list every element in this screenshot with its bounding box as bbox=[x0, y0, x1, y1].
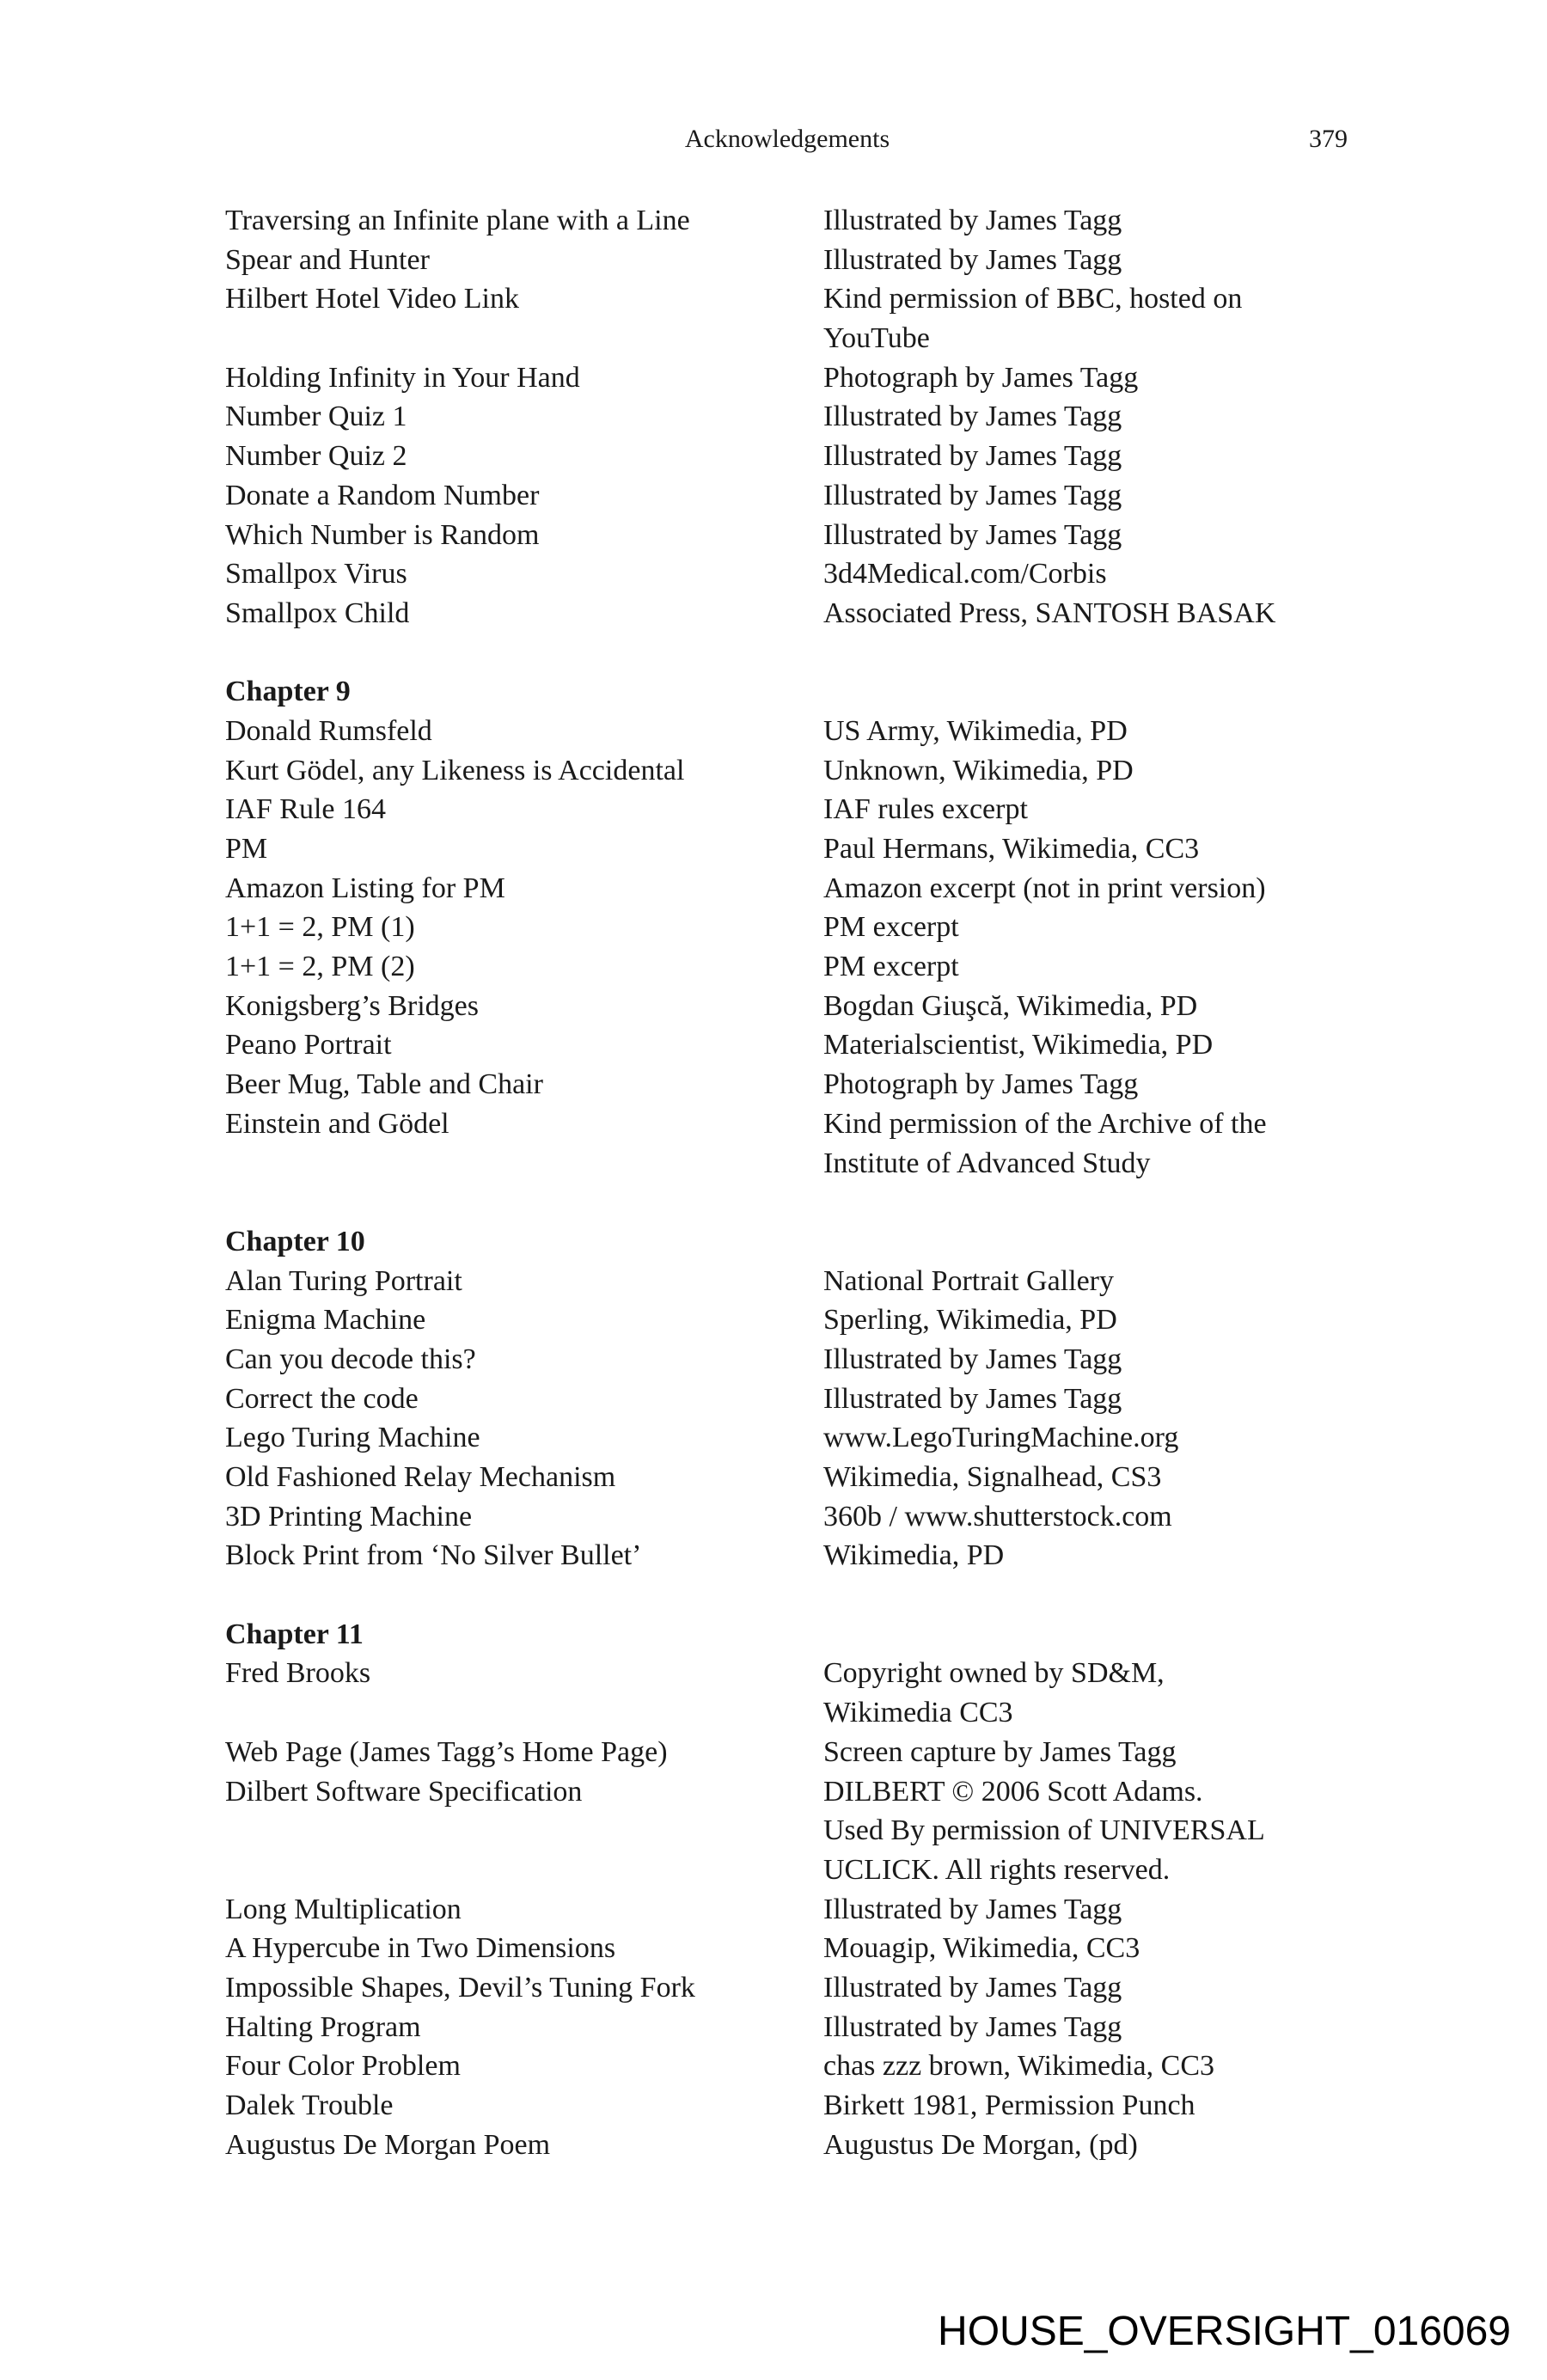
credit-line: Illustrated by James Tagg bbox=[823, 479, 1122, 511]
credit-entry bbox=[225, 1458, 1377, 1497]
credit-entry bbox=[225, 1654, 1377, 1732]
credit-entry bbox=[225, 987, 1377, 1026]
bates-number: HOUSE_OVERSIGHT_016069 bbox=[938, 2309, 1511, 2354]
figure-title-column bbox=[225, 987, 823, 1026]
credit-column bbox=[823, 1968, 1377, 2008]
figure-title: Traversing an Infinite plane with a Line bbox=[225, 205, 690, 236]
credit-line: Photograph by James Tagg bbox=[823, 1068, 1139, 1101]
credit-line: Illustrated by James Tagg bbox=[823, 401, 1122, 433]
figure-title: Kurt Gödel, any Likeness is Accidental bbox=[225, 754, 685, 786]
credit-entry bbox=[225, 2047, 1377, 2086]
figure-title: Fred Brooks bbox=[225, 1657, 371, 1690]
credit-entry bbox=[225, 829, 1377, 869]
figure-title: Lego Turing Machine bbox=[225, 1422, 480, 1454]
figure-title: Four Color Problem bbox=[225, 2050, 461, 2083]
figure-title: Konigsberg’s Bridges bbox=[225, 989, 479, 1022]
figure-title-column bbox=[225, 1458, 823, 1497]
credit-entry bbox=[225, 1968, 1377, 2008]
credit-entry bbox=[225, 1262, 1377, 1301]
figure-title-column bbox=[225, 554, 823, 594]
figure-title: Donate a Random Number bbox=[225, 479, 540, 511]
credit-column bbox=[823, 712, 1377, 751]
figure-title-column bbox=[225, 358, 823, 398]
credit-line: Copyright owned by SD&M, bbox=[823, 1657, 1165, 1690]
credit-line: Used By permission of UNIVERSAL bbox=[823, 1814, 1265, 1847]
figure-title-column bbox=[225, 1025, 823, 1065]
credit-line: PM excerpt bbox=[823, 911, 959, 944]
figure-title-column bbox=[225, 1772, 823, 1890]
credit-column bbox=[823, 987, 1377, 1026]
credit-column bbox=[823, 1380, 1377, 1419]
figure-title: Halting Program bbox=[225, 2010, 421, 2043]
credits-section bbox=[225, 1575, 1377, 2164]
credit-column bbox=[823, 2008, 1377, 2047]
figure-title: Holding Infinity in Your Hand bbox=[225, 361, 580, 394]
figure-title: Peano Portrait bbox=[225, 1029, 392, 1062]
figure-title: Which Number is Random bbox=[225, 518, 540, 551]
figure-title-column bbox=[225, 1104, 823, 1183]
figure-title-column bbox=[225, 2086, 823, 2126]
figure-title: Web Page (James Tagg’s Home Page) bbox=[225, 1735, 668, 1768]
figure-title-column bbox=[225, 790, 823, 829]
credit-line: www.LegoTuringMachine.org bbox=[823, 1422, 1179, 1454]
figure-title-column bbox=[225, 2126, 823, 2165]
credit-line: National Portrait Gallery bbox=[823, 1264, 1115, 1297]
figure-title-column bbox=[225, 241, 823, 280]
chapter-heading: Chapter 11 bbox=[225, 1618, 364, 1650]
figure-title-column bbox=[225, 1536, 823, 1575]
credit-line: Bogdan Giuşcă, Wikimedia, PD bbox=[823, 989, 1198, 1022]
credit-column bbox=[823, 1772, 1377, 1890]
credit-entry bbox=[225, 712, 1377, 751]
credit-line: Paul Hermans, Wikimedia, CC3 bbox=[823, 833, 1200, 865]
credit-line: Screen capture by James Tagg bbox=[823, 1735, 1177, 1768]
credit-line: Illustrated by James Tagg bbox=[823, 205, 1122, 236]
figure-title-column bbox=[225, 279, 823, 358]
credit-line: Illustrated by James Tagg bbox=[823, 518, 1122, 551]
credit-line: Photograph by James Tagg bbox=[823, 361, 1139, 394]
figure-title: Block Print from ‘No Silver Bullet’ bbox=[225, 1539, 642, 1572]
credit-line: Sperling, Wikimedia, PD bbox=[823, 1304, 1117, 1337]
credit-line: Augustus De Morgan, (pd) bbox=[823, 2128, 1138, 2161]
figure-title-column bbox=[225, 751, 823, 791]
credit-entry bbox=[225, 790, 1377, 829]
credits-section bbox=[225, 633, 1377, 1184]
credit-entry bbox=[225, 1300, 1377, 1340]
credit-column bbox=[823, 594, 1377, 633]
figure-title-column bbox=[225, 1262, 823, 1301]
credit-column bbox=[823, 1262, 1377, 1301]
section-spacer bbox=[225, 1575, 1377, 1615]
figure-title-column bbox=[225, 829, 823, 869]
figure-title: Smallpox Virus bbox=[225, 558, 407, 590]
credit-column bbox=[823, 1104, 1377, 1183]
credit-column bbox=[823, 2086, 1377, 2126]
credit-column bbox=[823, 397, 1377, 437]
credit-column bbox=[823, 1890, 1377, 1930]
credit-column bbox=[823, 1458, 1377, 1497]
credit-line: Wikimedia, Signalhead, CS3 bbox=[823, 1461, 1162, 1493]
figure-title-column bbox=[225, 1497, 823, 1537]
credit-column bbox=[823, 1654, 1377, 1732]
credit-line: Amazon excerpt (not in print version) bbox=[823, 872, 1266, 904]
credit-entry bbox=[225, 2008, 1377, 2047]
credit-line: Illustrated by James Tagg bbox=[823, 1382, 1122, 1415]
credit-line: Illustrated by James Tagg bbox=[823, 1893, 1122, 1925]
figure-title: Number Quiz 2 bbox=[225, 440, 407, 473]
figure-title: Long Multiplication bbox=[225, 1893, 462, 1925]
credit-column bbox=[823, 1536, 1377, 1575]
figure-title-column bbox=[225, 1890, 823, 1930]
figure-title-column bbox=[225, 1654, 823, 1732]
figure-title: Donald Rumsfeld bbox=[225, 714, 432, 747]
credit-column bbox=[823, 869, 1377, 909]
credit-entry bbox=[225, 476, 1377, 516]
figure-title: Enigma Machine bbox=[225, 1304, 426, 1337]
credit-entry bbox=[225, 751, 1377, 791]
credit-line: IAF rules excerpt bbox=[823, 793, 1028, 826]
credit-column bbox=[823, 1300, 1377, 1340]
credit-line: Wikimedia CC3 bbox=[823, 1697, 1013, 1729]
figure-title-column bbox=[225, 201, 823, 241]
credit-column bbox=[823, 201, 1377, 241]
figure-title-column bbox=[225, 869, 823, 909]
figure-title: Alan Turing Portrait bbox=[225, 1264, 462, 1297]
figure-title: Augustus De Morgan Poem bbox=[225, 2128, 551, 2161]
credit-line: Kind permission of BBC, hosted on bbox=[823, 283, 1243, 315]
credit-entry bbox=[225, 2086, 1377, 2126]
figure-title: Dalek Trouble bbox=[225, 2089, 394, 2121]
credit-column bbox=[823, 1418, 1377, 1458]
figure-title-column bbox=[225, 947, 823, 987]
credit-column bbox=[823, 1733, 1377, 1772]
figure-title: Can you decode this? bbox=[225, 1343, 476, 1375]
credit-entry bbox=[225, 908, 1377, 947]
credit-column bbox=[823, 1340, 1377, 1380]
figure-title: Amazon Listing for PM bbox=[225, 872, 505, 904]
credit-column bbox=[823, 790, 1377, 829]
credit-line: Wikimedia, PD bbox=[823, 1539, 1005, 1572]
figure-title: 1+1 = 2, PM (2) bbox=[225, 951, 415, 983]
credit-line: DILBERT © 2006 Scott Adams. bbox=[823, 1775, 1203, 1808]
credit-column bbox=[823, 1025, 1377, 1065]
credits-section bbox=[225, 1183, 1377, 1575]
credit-line: Illustrated by James Tagg bbox=[823, 243, 1122, 276]
credit-column bbox=[823, 554, 1377, 594]
credit-entry bbox=[225, 516, 1377, 555]
credit-line: Mouagip, Wikimedia, CC3 bbox=[823, 1932, 1140, 1965]
credit-entry bbox=[225, 554, 1377, 594]
credit-column bbox=[823, 437, 1377, 476]
page-number: 379 bbox=[1309, 125, 1348, 153]
credit-entry bbox=[225, 1104, 1377, 1183]
credit-line: chas zzz brown, Wikimedia, CC3 bbox=[823, 2050, 1214, 2083]
credit-column bbox=[823, 2126, 1377, 2165]
figure-title-column bbox=[225, 908, 823, 947]
figure-title: Correct the code bbox=[225, 1382, 419, 1415]
credits-section bbox=[225, 201, 1377, 633]
credits-list bbox=[225, 201, 1377, 2164]
credit-line: 360b / www.shutterstock.com bbox=[823, 1500, 1172, 1533]
credit-column bbox=[823, 947, 1377, 987]
credit-entry bbox=[225, 594, 1377, 633]
credit-entry bbox=[225, 1772, 1377, 1890]
credit-column bbox=[823, 1497, 1377, 1537]
credit-line: Birkett 1981, Permission Punch bbox=[823, 2089, 1195, 2121]
credit-line: Unknown, Wikimedia, PD bbox=[823, 754, 1134, 786]
credit-entry bbox=[225, 1340, 1377, 1380]
credit-column bbox=[823, 829, 1377, 869]
figure-title: Spear and Hunter bbox=[225, 243, 430, 276]
figure-title-column bbox=[225, 397, 823, 437]
figure-title-column bbox=[225, 437, 823, 476]
credit-entry bbox=[225, 1536, 1377, 1575]
figure-title-column bbox=[225, 1968, 823, 2008]
credit-line: Kind permission of the Archive of the bbox=[823, 1107, 1267, 1140]
figure-title: 3D Printing Machine bbox=[225, 1500, 473, 1533]
credit-entry bbox=[225, 2126, 1377, 2165]
credit-column bbox=[823, 1929, 1377, 1968]
credit-line: Illustrated by James Tagg bbox=[823, 1343, 1122, 1375]
figure-title: Old Fashioned Relay Mechanism bbox=[225, 1461, 616, 1493]
credit-entry bbox=[225, 1418, 1377, 1458]
figure-title-column bbox=[225, 476, 823, 516]
credit-line: YouTube bbox=[823, 322, 930, 355]
figure-title: Einstein and Gödel bbox=[225, 1107, 449, 1140]
running-head-title: Acknowledgements bbox=[684, 125, 890, 153]
figure-title-column bbox=[225, 516, 823, 555]
credit-column bbox=[823, 476, 1377, 516]
credit-entry bbox=[225, 201, 1377, 241]
credit-column bbox=[823, 241, 1377, 280]
figure-title: Number Quiz 1 bbox=[225, 401, 407, 433]
credit-entry bbox=[225, 1890, 1377, 1930]
figure-title: 1+1 = 2, PM (1) bbox=[225, 911, 415, 944]
figure-title-column bbox=[225, 1065, 823, 1104]
figure-title: PM bbox=[225, 833, 268, 865]
credit-column bbox=[823, 279, 1377, 358]
credit-entry bbox=[225, 1497, 1377, 1537]
credit-column bbox=[823, 1065, 1377, 1104]
figure-title-column bbox=[225, 594, 823, 633]
credit-entry bbox=[225, 1380, 1377, 1419]
credit-line: PM excerpt bbox=[823, 951, 959, 983]
credit-line: Illustrated by James Tagg bbox=[823, 2010, 1122, 2043]
credit-line: UCLICK. All rights reserved. bbox=[823, 1853, 1171, 1886]
credit-line: Materialscientist, Wikimedia, PD bbox=[823, 1029, 1214, 1062]
chapter-heading: Chapter 10 bbox=[225, 1225, 365, 1257]
credit-entry bbox=[225, 1025, 1377, 1065]
figure-title: IAF Rule 164 bbox=[225, 793, 386, 826]
figure-title: A Hypercube in Two Dimensions bbox=[225, 1932, 616, 1965]
figure-title: Smallpox Child bbox=[225, 597, 410, 629]
credit-column bbox=[823, 516, 1377, 555]
figure-title: Beer Mug, Table and Chair bbox=[225, 1068, 543, 1101]
credit-entry bbox=[225, 1929, 1377, 1968]
figure-title-column bbox=[225, 1380, 823, 1419]
credit-line: Institute of Advanced Study bbox=[823, 1147, 1151, 1179]
credit-line: Associated Press, SANTOSH BASAK bbox=[823, 597, 1276, 629]
figure-title-column bbox=[225, 712, 823, 751]
section-spacer bbox=[225, 1183, 1377, 1222]
figure-title-column bbox=[225, 1929, 823, 1968]
credit-line: Illustrated by James Tagg bbox=[823, 440, 1122, 473]
figure-title: Hilbert Hotel Video Link bbox=[225, 283, 519, 315]
credit-column bbox=[823, 751, 1377, 791]
credit-entry bbox=[225, 869, 1377, 909]
figure-title-column bbox=[225, 2008, 823, 2047]
credit-column bbox=[823, 908, 1377, 947]
credit-entry bbox=[225, 1733, 1377, 1772]
figure-title: Impossible Shapes, Devil’s Tuning Fork bbox=[225, 1971, 695, 2004]
credit-entry bbox=[225, 397, 1377, 437]
credit-column bbox=[823, 2047, 1377, 2086]
chapter-heading: Chapter 9 bbox=[225, 676, 351, 708]
credit-entry bbox=[225, 437, 1377, 476]
figure-title-column bbox=[225, 1340, 823, 1380]
credit-line: 3d4Medical.com/Corbis bbox=[823, 558, 1107, 590]
credit-line: US Army, Wikimedia, PD bbox=[823, 714, 1128, 747]
credit-entry bbox=[225, 947, 1377, 987]
figure-title-column bbox=[225, 2047, 823, 2086]
section-spacer bbox=[225, 633, 1377, 673]
credit-entry bbox=[225, 241, 1377, 280]
credit-line: Illustrated by James Tagg bbox=[823, 1971, 1122, 2004]
figure-title-column bbox=[225, 1733, 823, 1772]
credit-column bbox=[823, 358, 1377, 398]
credit-entry bbox=[225, 358, 1377, 398]
figure-title-column bbox=[225, 1418, 823, 1458]
credit-entry bbox=[225, 1065, 1377, 1104]
figure-title: Dilbert Software Specification bbox=[225, 1775, 583, 1808]
credit-entry bbox=[225, 279, 1377, 358]
figure-title-column bbox=[225, 1300, 823, 1340]
